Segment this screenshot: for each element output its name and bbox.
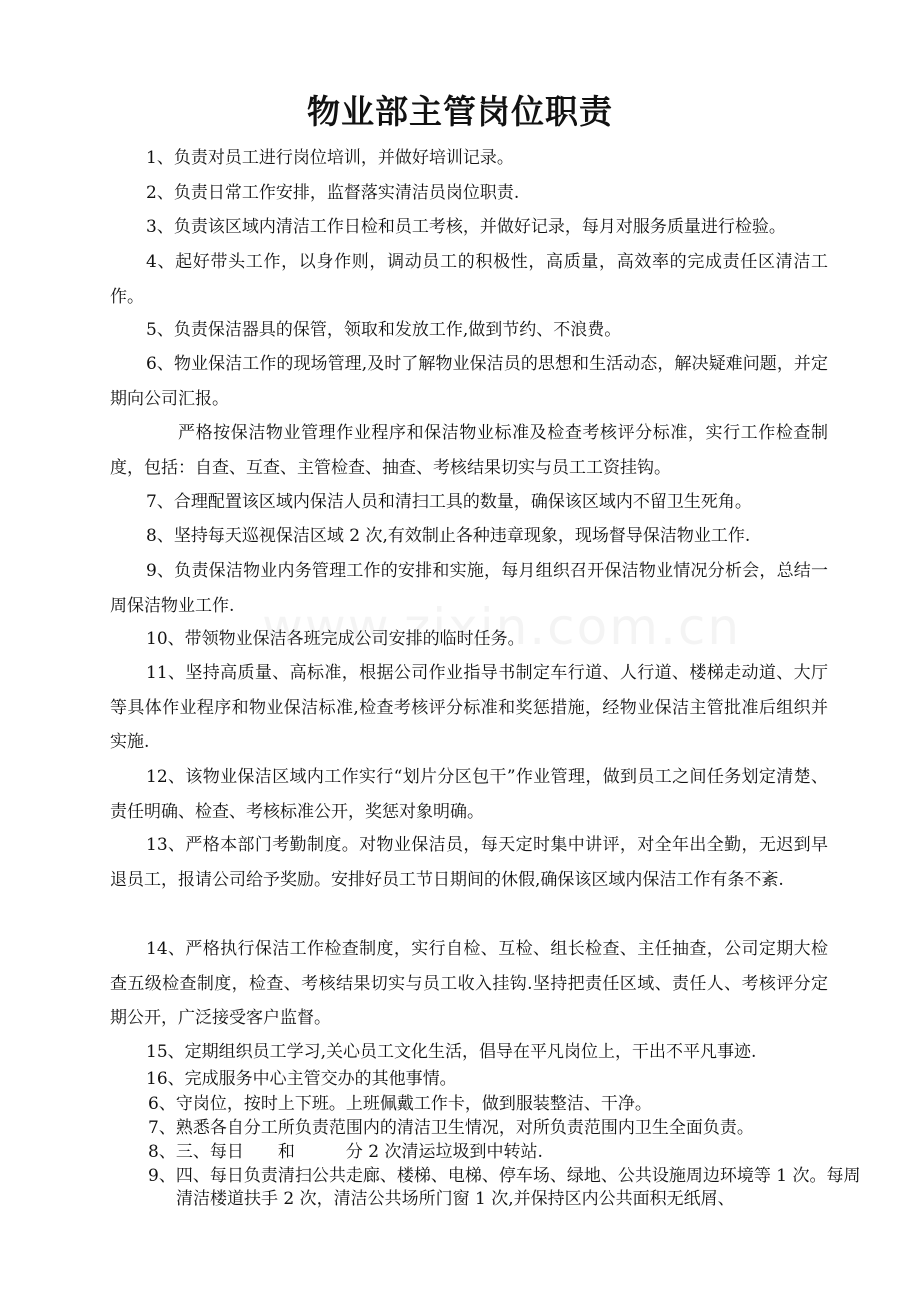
paragraph-5: 5、负责保洁器具的保管，领取和发放工作,做到节约、不浪费。 <box>146 320 622 340</box>
paragraph-9: 9、负责保洁物业内务管理工作的安排和实施，每月组织召开保洁物业情况分析会，总结一周保洁物业工作. <box>110 561 828 616</box>
list-item-8: 8、三、每日 和 分 2 次清运垃圾到中转站. <box>148 1142 543 1162</box>
paragraph-13: 13、严格本部门考勤制度。对物业保洁员，每天定时集中讲评，对全年出全勤，无迟到早退员工，报请公司给予奖励。安排好员工节日期间的休假,确保该区域内保洁工作有条不紊. <box>110 835 828 890</box>
list-item-9: 9、四、每日负责清扫公共走廊、楼梯、电梯、停车场、绿地、公共设施周边环境等 1 次。每周清洁楼道扶手 2 次，清洁公共场所门窗 1 次,并保持区内公共面积无纸屑、 <box>148 1166 861 1209</box>
paragraph-2: 2、负责日常工作安排，监督落实清洁员岗位职责. <box>146 183 520 203</box>
paragraph-7: 7、合理配置该区域内保洁人员和清扫工具的数量，确保该区域内不留卫生死角。 <box>146 492 752 512</box>
paragraph-6: 6、物业保洁工作的现场管理,及时了解物业保洁员的思想和生活动态，解决疑难问题，并定期向公司汇报。 <box>110 354 828 409</box>
list-item-6: 6、守岗位，按时上下班。上班佩戴工作卡，做到服装整洁、干净。 <box>148 1094 652 1114</box>
paragraph-11: 11、坚持高质量、高标准，根据公司作业指导书制定车行道、人行道、楼梯走动道、大厅等具体作业程序和物业保洁标准,检查考核评分标准和奖惩措施，经物业保洁主管批准后组织并实施. <box>110 663 828 752</box>
list-item-7: 7、熟悉各自分工所负责范围内的清洁卫生情况，对所负责范围内卫生全面负责。 <box>148 1118 754 1138</box>
document-title: 物业部主管岗位职责 <box>307 92 613 131</box>
paragraph-3: 3、负责该区域内清洁工作日检和员工考核，并做好记录，每月对服务质量进行检验。 <box>146 217 786 237</box>
paragraph-16: 16、完成服务中心主管交办的其他事情。 <box>146 1069 457 1089</box>
paragraph-1: 1、负责对员工进行岗位培训，并做好培训记录。 <box>146 148 514 168</box>
paragraph-14: 14、严格执行保洁工作检查制度，实行自检、互检、组长检查、主任抽查，公司定期大检查五级检查制度，检查、考核结果切实与员工收入挂钩.坚持把责任区域、责任人、考核评分定期公开，广泛接受客户监督。 <box>110 939 828 1028</box>
paragraph-15: 15、定期组织员工学习,关心员工文化生活，倡导在平凡岗位上，干出不平凡事迹. <box>146 1042 757 1062</box>
paragraph-extra: 严格按保洁物业管理作业程序和保洁物业标准及检查考核评分标准，实行工作检查制度，包括：自查、互查、主管检查、抽查、考核结果切实与员工工资挂钩。 <box>110 423 828 478</box>
paragraph-12: 12、该物业保洁区域内工作实行“划片分区包干”作业管理，做到员工之间任务划定清楚、责任明确、检查、考核标准公开，奖惩对象明确。 <box>110 767 828 822</box>
paragraph-10: 10、带领物业保洁各班完成公司安排的临时任务。 <box>146 629 525 649</box>
paragraph-4: 4、起好带头工作，以身作则，调动员工的积极性，高质量，高效率的完成责任区清洁工作。 <box>110 252 828 307</box>
paragraph-8: 8、坚持每天巡视保洁区域 2 次,有效制止各种违章现象，现场督导保洁物业工作. <box>146 526 751 546</box>
